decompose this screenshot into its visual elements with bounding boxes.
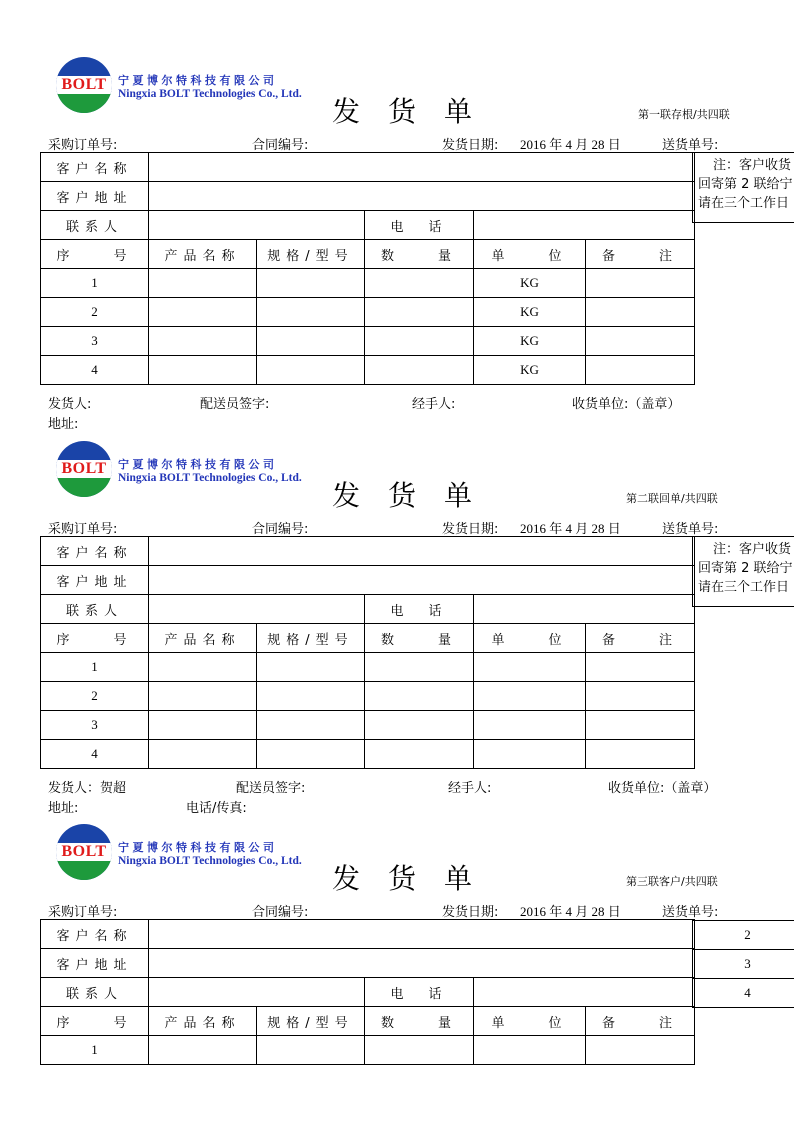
unit-cell: KG: [474, 298, 586, 327]
table-row: [41, 1036, 695, 1065]
contact-label: 联系人: [41, 978, 149, 1007]
form-title: 发货单: [332, 862, 501, 895]
product-cell[interactable]: [149, 356, 257, 385]
column-header: 单 位: [474, 624, 586, 653]
quantity-cell[interactable]: [365, 327, 474, 356]
column-header: 数 量: [365, 624, 474, 653]
note-line: 注：客户收货: [713, 158, 792, 173]
column-header: 备 注: [586, 624, 695, 653]
customer-address-label: 客户地址: [41, 566, 149, 595]
contract-number-label: 合同编号:: [252, 905, 309, 920]
address-label: 地址:: [48, 801, 79, 816]
remark-cell[interactable]: [586, 356, 695, 385]
contact-label: 联系人: [41, 211, 149, 240]
unit-cell: KG: [474, 356, 586, 385]
shipper-label: 发货人:: [48, 397, 92, 412]
company-name-cn: 宁夏博尔特科技有限公司: [118, 458, 278, 471]
product-cell[interactable]: [149, 653, 257, 682]
side-number: 4: [693, 979, 794, 1008]
copy-label: 第一联存根/共四联: [638, 108, 730, 121]
copy-label: 第二联回单/共四联: [626, 492, 718, 505]
table-row: [41, 740, 695, 769]
table-row: [41, 653, 695, 682]
contact-field[interactable]: [149, 595, 365, 624]
row-number: 3: [41, 711, 149, 740]
column-header: 规格/型号: [257, 624, 365, 653]
row-number: 1: [41, 653, 149, 682]
unit-cell[interactable]: [474, 711, 586, 740]
side-note: [692, 152, 794, 223]
company-name-en: Ningxia BOLT Technologies Co., Ltd.: [118, 88, 302, 100]
row-number: 1: [41, 1036, 149, 1065]
column-header: 序 号: [41, 240, 149, 269]
quantity-cell[interactable]: [365, 711, 474, 740]
product-cell[interactable]: [149, 682, 257, 711]
company-name-en: Ningxia BOLT Technologies Co., Ltd.: [118, 855, 302, 867]
customer-name-label: 客户名称: [41, 537, 149, 566]
ship-date-label: 发货日期:: [442, 138, 499, 153]
delivery-note-copy-3: [0, 767, 794, 1123]
column-header: 产品名称: [149, 1007, 257, 1036]
spec-cell[interactable]: [257, 356, 365, 385]
phone-label: 电 话: [365, 211, 474, 240]
side-number: 3: [693, 950, 794, 979]
company-name-en: Ningxia BOLT Technologies Co., Ltd.: [118, 472, 302, 484]
contract-number-label: 合同编号:: [252, 522, 309, 537]
company-name-cn: 宁夏博尔特科技有限公司: [118, 74, 278, 87]
product-cell[interactable]: [149, 1036, 257, 1065]
spec-cell[interactable]: [257, 1036, 365, 1065]
product-cell[interactable]: [149, 740, 257, 769]
customer-address-field[interactable]: [149, 566, 695, 595]
customer-name-field[interactable]: [149, 153, 695, 182]
remark-cell[interactable]: [586, 269, 695, 298]
delivery-number-label: 送货单号:: [662, 138, 719, 153]
column-header: 数 量: [365, 1007, 474, 1036]
product-cell[interactable]: [149, 327, 257, 356]
handler-label: 经手人:: [412, 397, 456, 412]
phone-field[interactable]: [474, 211, 695, 240]
quantity-cell[interactable]: [365, 298, 474, 327]
phone-label: 电 话: [365, 978, 474, 1007]
delivery-note-copy-2: [0, 384, 794, 816]
table-row: [41, 269, 695, 298]
remark-cell[interactable]: [586, 740, 695, 769]
unit-cell: KG: [474, 327, 586, 356]
product-cell[interactable]: [149, 269, 257, 298]
spec-cell[interactable]: [257, 711, 365, 740]
spec-cell[interactable]: [257, 740, 365, 769]
contact-field[interactable]: [149, 211, 365, 240]
row-number: 1: [41, 269, 149, 298]
spec-cell[interactable]: [257, 298, 365, 327]
ship-date-value: 2016 年 4 月 28 日: [520, 904, 621, 919]
note-line: 注：客户收货: [713, 542, 792, 557]
quantity-cell[interactable]: [365, 356, 474, 385]
po-number-label: 采购订单号:: [48, 522, 118, 537]
column-header: 序 号: [41, 624, 149, 653]
side-number-column: [692, 920, 794, 1008]
handler-label: 经手人:: [448, 781, 492, 796]
side-note: [692, 536, 794, 607]
po-number-label: 采购订单号:: [48, 138, 118, 153]
row-number: 2: [41, 298, 149, 327]
phone-label: 电 话: [365, 595, 474, 624]
customer-address-field[interactable]: [149, 182, 695, 211]
customer-name-field[interactable]: [149, 537, 695, 566]
receiver-label: 收货单位:（盖章）: [572, 397, 681, 412]
customer-name-label: 客户名称: [41, 153, 149, 182]
copy-label: 第三联客户/共四联: [626, 875, 718, 888]
column-header: 产品名称: [149, 240, 257, 269]
contract-number-label: 合同编号:: [252, 138, 309, 153]
row-number: 4: [41, 356, 149, 385]
bolt-logo: BOLT: [56, 824, 112, 880]
address-label: 地址:: [48, 417, 79, 432]
bolt-logo: BOLT: [56, 441, 112, 497]
row-number: 4: [41, 740, 149, 769]
column-header: 序 号: [41, 1007, 149, 1036]
unit-cell[interactable]: [474, 653, 586, 682]
quantity-cell[interactable]: [365, 269, 474, 298]
form-title: 发货单: [332, 95, 501, 128]
delivery-table: [40, 152, 695, 385]
phone-fax-label: 电话/传真:: [186, 801, 247, 816]
shipper-label: 发货人：贺超: [48, 781, 127, 796]
column-header: 单 位: [474, 240, 586, 269]
table-row: [41, 711, 695, 740]
company-name-cn: 宁夏博尔特科技有限公司: [118, 841, 278, 854]
note-line: 回寄第 2 联给宁: [698, 561, 793, 576]
delivery-number-label: 送货单号:: [662, 905, 719, 920]
column-header: 备 注: [586, 240, 695, 269]
customer-address-label: 客户地址: [41, 182, 149, 211]
form-title: 发货单: [332, 479, 501, 512]
courier-sign-label: 配送员签字:: [236, 781, 306, 796]
column-header: 备 注: [586, 1007, 695, 1036]
note-line: 请在三个工作日: [698, 580, 790, 595]
delivery-table: [40, 919, 695, 1065]
column-header: 规格/型号: [257, 240, 365, 269]
quantity-cell[interactable]: [365, 1036, 474, 1065]
remark-cell[interactable]: [586, 653, 695, 682]
column-header: 产品名称: [149, 624, 257, 653]
remark-cell[interactable]: [586, 711, 695, 740]
quantity-cell[interactable]: [365, 740, 474, 769]
customer-name-field[interactable]: [149, 920, 695, 949]
ship-date-value: 2016 年 4 月 28 日: [520, 137, 621, 152]
unit-cell[interactable]: [474, 740, 586, 769]
remark-cell[interactable]: [586, 327, 695, 356]
po-number-label: 采购订单号:: [48, 905, 118, 920]
remark-cell[interactable]: [586, 1036, 695, 1065]
delivery-number-label: 送货单号:: [662, 522, 719, 537]
remark-cell[interactable]: [586, 682, 695, 711]
phone-field[interactable]: [474, 978, 695, 1007]
row-number: 2: [41, 682, 149, 711]
ship-date-label: 发货日期:: [442, 522, 499, 537]
spec-cell[interactable]: [257, 327, 365, 356]
spec-cell[interactable]: [257, 682, 365, 711]
remark-cell[interactable]: [586, 298, 695, 327]
ship-date-value: 2016 年 4 月 28 日: [520, 521, 621, 536]
column-header: 单 位: [474, 1007, 586, 1036]
row-number: 3: [41, 327, 149, 356]
ship-date-label: 发货日期:: [442, 905, 499, 920]
courier-sign-label: 配送员签字:: [200, 397, 270, 412]
column-header: 规格/型号: [257, 1007, 365, 1036]
unit-cell[interactable]: [474, 682, 586, 711]
contact-label: 联系人: [41, 595, 149, 624]
spec-cell[interactable]: [257, 653, 365, 682]
table-row: [41, 356, 695, 385]
customer-address-label: 客户地址: [41, 949, 149, 978]
unit-cell: KG: [474, 269, 586, 298]
column-header: 数 量: [365, 240, 474, 269]
phone-field[interactable]: [474, 595, 695, 624]
delivery-table: [40, 536, 695, 769]
note-line: 回寄第 2 联给宁: [698, 177, 793, 192]
quantity-cell[interactable]: [365, 682, 474, 711]
unit-cell[interactable]: [474, 1036, 586, 1065]
contact-field[interactable]: [149, 978, 365, 1007]
bolt-logo: BOLT: [56, 57, 112, 113]
side-number: 2: [693, 921, 794, 950]
table-row: [41, 682, 695, 711]
customer-address-field[interactable]: [149, 949, 695, 978]
customer-name-label: 客户名称: [41, 920, 149, 949]
quantity-cell[interactable]: [365, 653, 474, 682]
product-cell[interactable]: [149, 711, 257, 740]
spec-cell[interactable]: [257, 269, 365, 298]
receiver-label: 收货单位:（盖章）: [608, 781, 717, 796]
table-row: [41, 298, 695, 327]
delivery-note-copy-1: [0, 0, 794, 432]
product-cell[interactable]: [149, 298, 257, 327]
table-row: [41, 327, 695, 356]
note-line: 请在三个工作日: [698, 196, 790, 211]
